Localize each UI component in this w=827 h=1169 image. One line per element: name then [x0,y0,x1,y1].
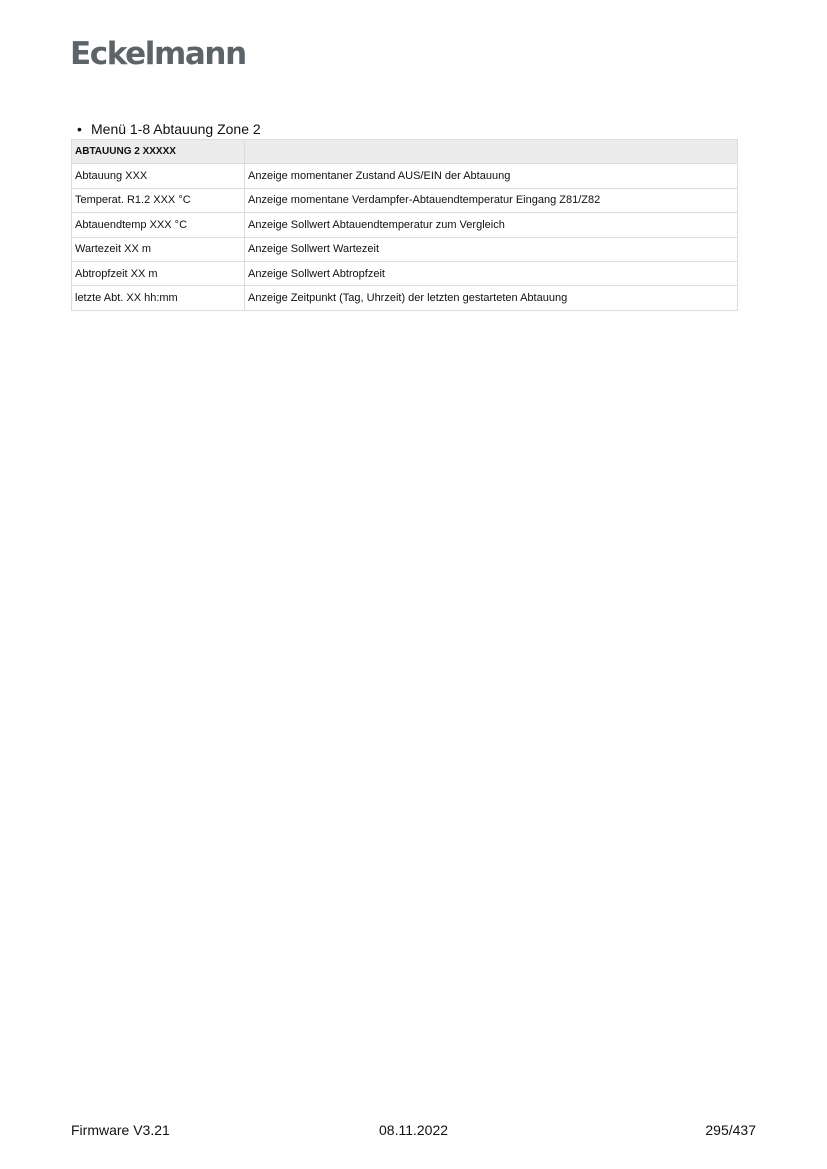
table-cell-parameter: Temperat. R1.2 XXX °C [72,188,245,212]
table-cell-description: Anzeige Sollwert Abtropfzeit [245,261,738,285]
table-cell-description: Anzeige momentaner Zustand AUS/EIN der Abtauung [245,164,738,188]
table-cell-parameter: Abtropfzeit XX m [72,261,245,285]
footer-firmware-version: Firmware V3.21 [71,1122,170,1138]
section-title: Menü 1-8 Abtauung Zone 2 [91,121,261,137]
table-row [72,213,738,237]
bullet-marker: • [77,121,82,137]
table-row [72,188,738,212]
table-row [72,286,738,310]
table-cell-description: Anzeige Sollwert Wartezeit [245,237,738,261]
table-cell-parameter: Abtauung XXX [72,164,245,188]
table-cell-description: Anzeige Zeitpunkt (Tag, Uhrzeit) der letzten gestarteten Abtauung [245,286,738,310]
eckelmann-logo: Eckelmann [70,36,246,72]
table-cell-parameter: letzte Abt. XX hh:mm [72,286,245,310]
footer-date: 08.11.2022 [379,1122,449,1138]
table-cell-parameter: Abtauendtemp XXX °C [72,213,245,237]
table-cell-description: Anzeige momentane Verdampfer-Abtauendtemperatur Eingang Z81/Z82 [245,188,738,212]
table-row [72,237,738,261]
table-row [72,164,738,188]
table-row [72,261,738,285]
menu-table [71,139,738,311]
table-header-cell-2 [245,140,738,164]
table-cell-parameter: Wartezeit XX m [72,237,245,261]
section-heading [77,121,261,137]
table-header-row [72,140,738,164]
table-cell-description: Anzeige Sollwert Abtauendtemperatur zum Vergleich [245,213,738,237]
table-header-cell-1: ABTAUUNG 2 XXXXX [72,140,245,164]
footer-page-number: 295/437 [705,1122,756,1138]
